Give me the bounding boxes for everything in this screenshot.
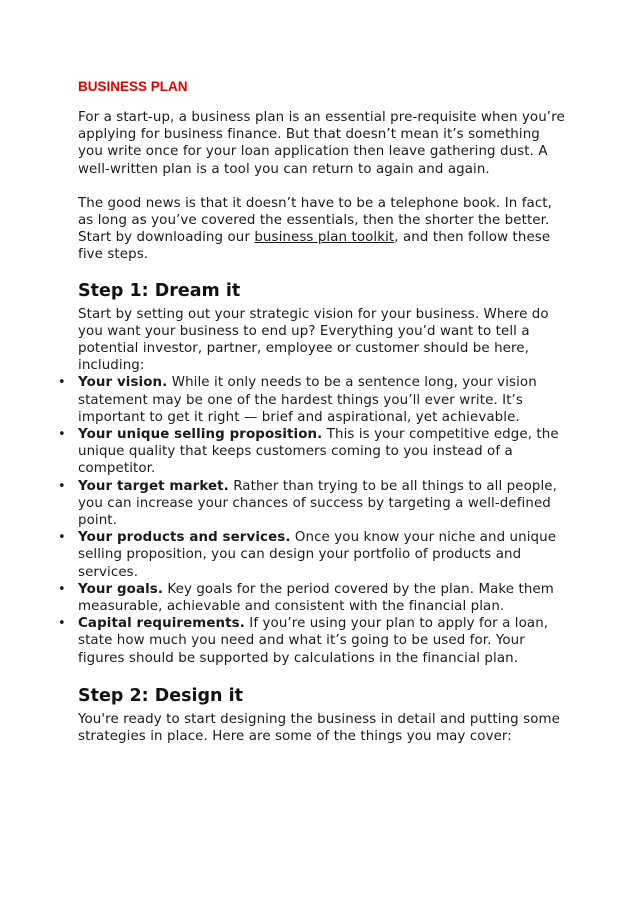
list-item-text: While it only needs to be a sentence long, your vision statement may be one of the hardest things you’ll ever write. It’s important to get it right — brief and aspirational, yet achievable.	[78, 375, 537, 425]
list-item-term: Your vision.	[78, 375, 168, 391]
list-item	[58, 426, 568, 478]
intro-paragraph-2-end: , and then follow these five steps.	[78, 230, 551, 263]
document-page	[58, 78, 568, 745]
list-item	[58, 478, 568, 530]
list-item	[58, 615, 568, 667]
list-item	[58, 529, 568, 581]
list-item-text: Key goals for the period covered by the plan. Make them measurable, achievable and consistent with the financial plan.	[78, 581, 554, 615]
document-title: BUSINESS PLAN	[78, 79, 188, 94]
list-item-term: Your products and services.	[78, 530, 291, 546]
intro-paragraph-2	[78, 195, 568, 264]
list-item-term: Your unique selling proposition.	[78, 427, 323, 443]
intro-paragraph-2-start: The good news is that it doesn’t have to be a telephone book. In fact, as long as you’ve covered the essentials, then the shorter the better. Start by downloading our	[78, 195, 553, 246]
bullet-icon: •	[58, 427, 66, 443]
step-1-list	[58, 374, 568, 666]
step-1-intro: Start by setting out your strategic vision for your business. Where do you want your business to end up? Everything you’d want to tell a potential investor, partner, employee or customer should be here, including:	[78, 306, 549, 374]
list-item-term: Capital requirements.	[78, 616, 245, 632]
list-item	[58, 581, 568, 615]
list-item-term: Your target market.	[78, 478, 229, 494]
list-item-text: Rather than trying to be all things to all people, you can increase your chances of success by targeting a well-defined point.	[78, 478, 558, 529]
step-2-intro: You're ready to start designing the business in detail and putting some strategies in place. Here are some of the things you may cover:	[78, 711, 560, 745]
bullet-icon: •	[58, 478, 66, 494]
bullet-icon: •	[58, 375, 66, 391]
list-item-term: Your goals.	[78, 581, 164, 597]
bullet-icon: •	[58, 616, 66, 632]
list-item-text: This is your competitive edge, the unique quality that keeps customers coming to you instead of a competitor.	[78, 427, 559, 477]
intro-paragraph-1: For a start-up, a business plan is an essential pre-requisite when you’re applying for business finance. But that doesn’t mean it’s something you write once for your loan application then leave gathering dust. A well-written plan is a tool you can return to again and again.	[78, 110, 565, 177]
bullet-icon: •	[58, 581, 66, 597]
business-plan-toolkit-link[interactable]: business plan toolkit	[254, 230, 395, 246]
list-item-text: Once you know your niche and unique selling proposition, you can design your portfolio of products and services.	[78, 530, 557, 580]
step-2-heading: Step 2: Design it	[78, 685, 243, 706]
bullet-icon: •	[58, 530, 66, 546]
list-item-text: If you’re using your plan to apply for a loan, state how much you need and what it’s going to be used for. Your figures should be supported by calculations in the financial plan.	[78, 616, 549, 666]
list-item	[58, 374, 568, 426]
step-1-heading: Step 1: Dream it	[78, 280, 241, 301]
